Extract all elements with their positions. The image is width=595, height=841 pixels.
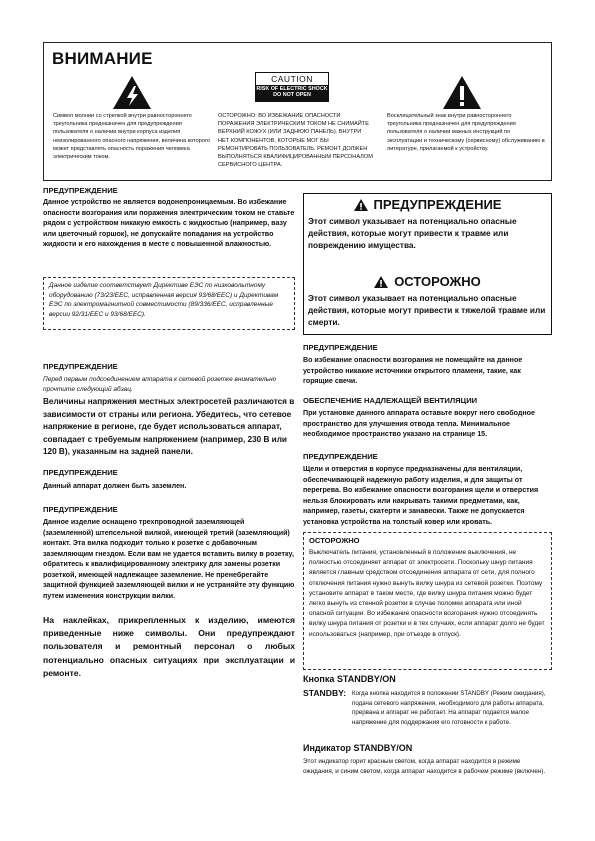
caution-label bbox=[255, 72, 329, 102]
exclamation-triangle-icon bbox=[442, 75, 482, 110]
power-caution-heading: ОСТОРОЖНО bbox=[309, 536, 360, 545]
caution-subtitle bbox=[256, 85, 328, 102]
warning-text-4: Данное изделие оснащено трехпроводной заземляющей (заземленной) штепсельной вилкой, имеющей третий (заземляющий) контакт. Эта вилка подходит только к розетке с добавочным заземляющим гнездом. Если вам не удается вставить вилку в розетку, обратитесь к квалифицированному электрику для замены розетки розеткой, имеющей надлежащее заземление. Не пренебрегайте защитной функцией заземляющей вилки и не устраняйте эту функцию путем изменения конструкции вилки. bbox=[43, 518, 295, 600]
standby-heading: Кнопка STANDBY/ON bbox=[303, 674, 396, 684]
warning-triangle-icon bbox=[354, 199, 368, 211]
warning-text-5: Во избежание опасности возгорания не помещайте на данное устройство никакие источники открытого пламени, такие, как горящие свечи. bbox=[303, 356, 523, 385]
standby-text: Когда кнопка находится в положении STANDBY (Режим ожидания), подача сетевого напряжения, необходимого для работы аппарата, прервана и аппарат не работает. На аппарат подается малое напряжение для поддержания его готовности к работе. bbox=[352, 690, 546, 726]
warning-text-2: Величины напряжения местных электросетей различаются в зависимости от страны или региона. Убедитесь, что сетевое напряжение в регионе, где будет использоваться аппарат, совпадает с требуемым напряжением (например, 230 В или 120 В), указанным на задней панели. bbox=[43, 397, 295, 456]
caution-line-1: RISK OF ELECTRIC SHOCK bbox=[256, 86, 328, 92]
symbol-warning-text: Этот символ указывает на потенциально опасные действия, которые могут привести к травме или повреждению имущества. bbox=[308, 216, 517, 250]
page-title: ВНИМАНИЕ bbox=[52, 49, 153, 68]
symbol-warning-heading bbox=[303, 197, 552, 212]
symbol-caution-heading bbox=[303, 274, 552, 289]
power-caution-text: Выключатель питания, установленный в положение выключения, не полностью отсоединяет аппарат от электросети. Поскольку шнур питания является главным средством отсоединения аппарата от сети, для полного отключения питания нужно вынуть вилку шнура из сетевой розетки. Поэтому установите аппарат в таком месте, где вилку шнура питания можно будет легко вынуть из стенной розетки в случае поломки аппарата или иной опасной ситуации. Во избежание опасности возгорания нужно отсоединять вилку шнура питания от розетки и в тех случаях, если аппарат долго не будет использоваться (например, при отъезде в отпуск). bbox=[309, 549, 545, 638]
caution-title: CAUTION bbox=[271, 74, 313, 84]
warning-text-6: Щели и отверстия в корпусе предназначены для вентиляции, обеспечивающей надежную работу изделия, и для защиты от перегрева. Во избежание опасности возгорания щели и отверстия нельзя блокировать или накрывать такими предметами, как, например, газеты, скатерти и занавески. Также не допускается установка устройства на толстый ковер или кровать. bbox=[303, 465, 539, 526]
warning-heading-3: ПРЕДУПРЕЖДЕНИЕ bbox=[43, 468, 118, 477]
ventilation-heading: ОБЕСПЕЧЕНИЕ НАДЛЕЖАЩЕЙ ВЕНТИЛЯЦИИ bbox=[303, 396, 478, 405]
exclamation-symbol-text: Восклицательный знак внутри равностороннего треугольника предназначен для предупреждения пользователя о наличии важных инструкций по эксплуатации и техническому (сервисному) обслуживанию в литературе, прилагаемой к устройству. bbox=[387, 113, 545, 152]
warning-heading-4: ПРЕДУПРЕЖДЕНИЕ bbox=[43, 505, 118, 514]
ventilation-text: При установке данного аппарата оставьте вокруг него свободное пространство для улучшения отвода тепла. Минимальное необходимое пространство указано на странице 15. bbox=[303, 409, 535, 438]
standby-label: STANDBY: bbox=[303, 688, 347, 698]
symbol-warning-title: ПРЕДУПРЕЖДЕНИЕ bbox=[373, 197, 502, 212]
warning-heading-2: ПРЕДУПРЕЖДЕНИЕ bbox=[43, 362, 118, 371]
lightning-triangle-icon bbox=[112, 75, 152, 110]
warning-text-1: Данное устройство не является водонепроницаемым. Во избежание опасности возгорания или поражения электрическим током не ставьте рядом с устройством никакую емкость с жидкостью (например, вазу или цветочный горшок), не допускайте попадания на устройство жидкости и его нахождения в месте с повышенной влажностью. bbox=[43, 198, 295, 248]
warning-heading-5: ПРЕДУПРЕЖДЕНИЕ bbox=[303, 343, 378, 352]
indicator-text: Этот индикатор горит красным светом, когда аппарат находится в режиме ожидания, и синим светом, когда аппарат находится в рабочем режиме (включен). bbox=[303, 758, 546, 775]
warning-heading-1: ПРЕДУПРЕЖДЕНИЕ bbox=[43, 186, 118, 195]
caution-triangle-icon bbox=[374, 276, 388, 288]
lightning-symbol-text: Символ молнии со стрелкой внутри равностороннего треугольника предназначен для предупреждения пользователя о наличии внутри корпуса изделия неизолированного опасного напряжения, величина которого может представлять опасность поражения человека электрическим током. bbox=[53, 113, 211, 161]
caution-body-text: ОСТОРОЖНО: ВО ИЗБЕЖАНИЕ ОПАСНОСТИ ПОРАЖЕНИЯ ЭЛЕКТРИЧЕСКИМ ТОКОМ НЕ СНИМАЙТЕ ВЕРХНИЙ КОЖУХ (ИЛИ ЗАДНЮЮ ПАНЕЛЬ). ВНУТРИ НЕТ КОМПОНЕНТОВ, КОТОРЫЕ МОГ БЫ РЕМОНТИРОВАТЬ ПОЛЬЗОВАТЕЛЬ. РЕМОНТ ДОЛЖЕН ВЫПОЛНЯТЬСЯ КВАЛИФИЦИРОВАННЫМ ПЕРСОНАЛОМ СЕРВИСНОГО ЦЕНТРА. bbox=[218, 113, 373, 169]
indicator-heading: Индикатор STANDBY/ON bbox=[303, 743, 413, 753]
warning-intro-2: Перед первым подсоединением аппарата к сетевой розетке внимательно прочтите следующий абзац. bbox=[43, 376, 277, 393]
warning-text-3: Данный аппарат должен быть заземлен. bbox=[43, 482, 187, 490]
caution-line-2: DO NOT OPEN bbox=[273, 92, 311, 99]
eec-notice-text: Данное изделие соответствует Директиве ЕЭС по низковольтному оборудованию (73/23/EEC, исправленная версия 93/68/EEC) и Директивам ЕЭС по электромагнитной совместимости (89/336/EEC, исправленные версии 92/31/EEC и 93/68/EEC). bbox=[49, 282, 279, 318]
warning-heading-6: ПРЕДУПРЕЖДЕНИЕ bbox=[303, 452, 378, 461]
labels-notice-text: На наклейках, прикрепленных к изделию, имеются приведенные ниже символы. Они предупреждают пользователя и ремонтный персонал о любых потенциально опасных ситуациях при эксплуатации и ремонте. bbox=[43, 615, 295, 678]
symbol-caution-text: Этот символ указывает на потенциально опасные действия, которые могут привести к тяжелой травме или смерти. bbox=[308, 293, 546, 327]
symbol-caution-title: ОСТОРОЖНО bbox=[394, 274, 481, 289]
